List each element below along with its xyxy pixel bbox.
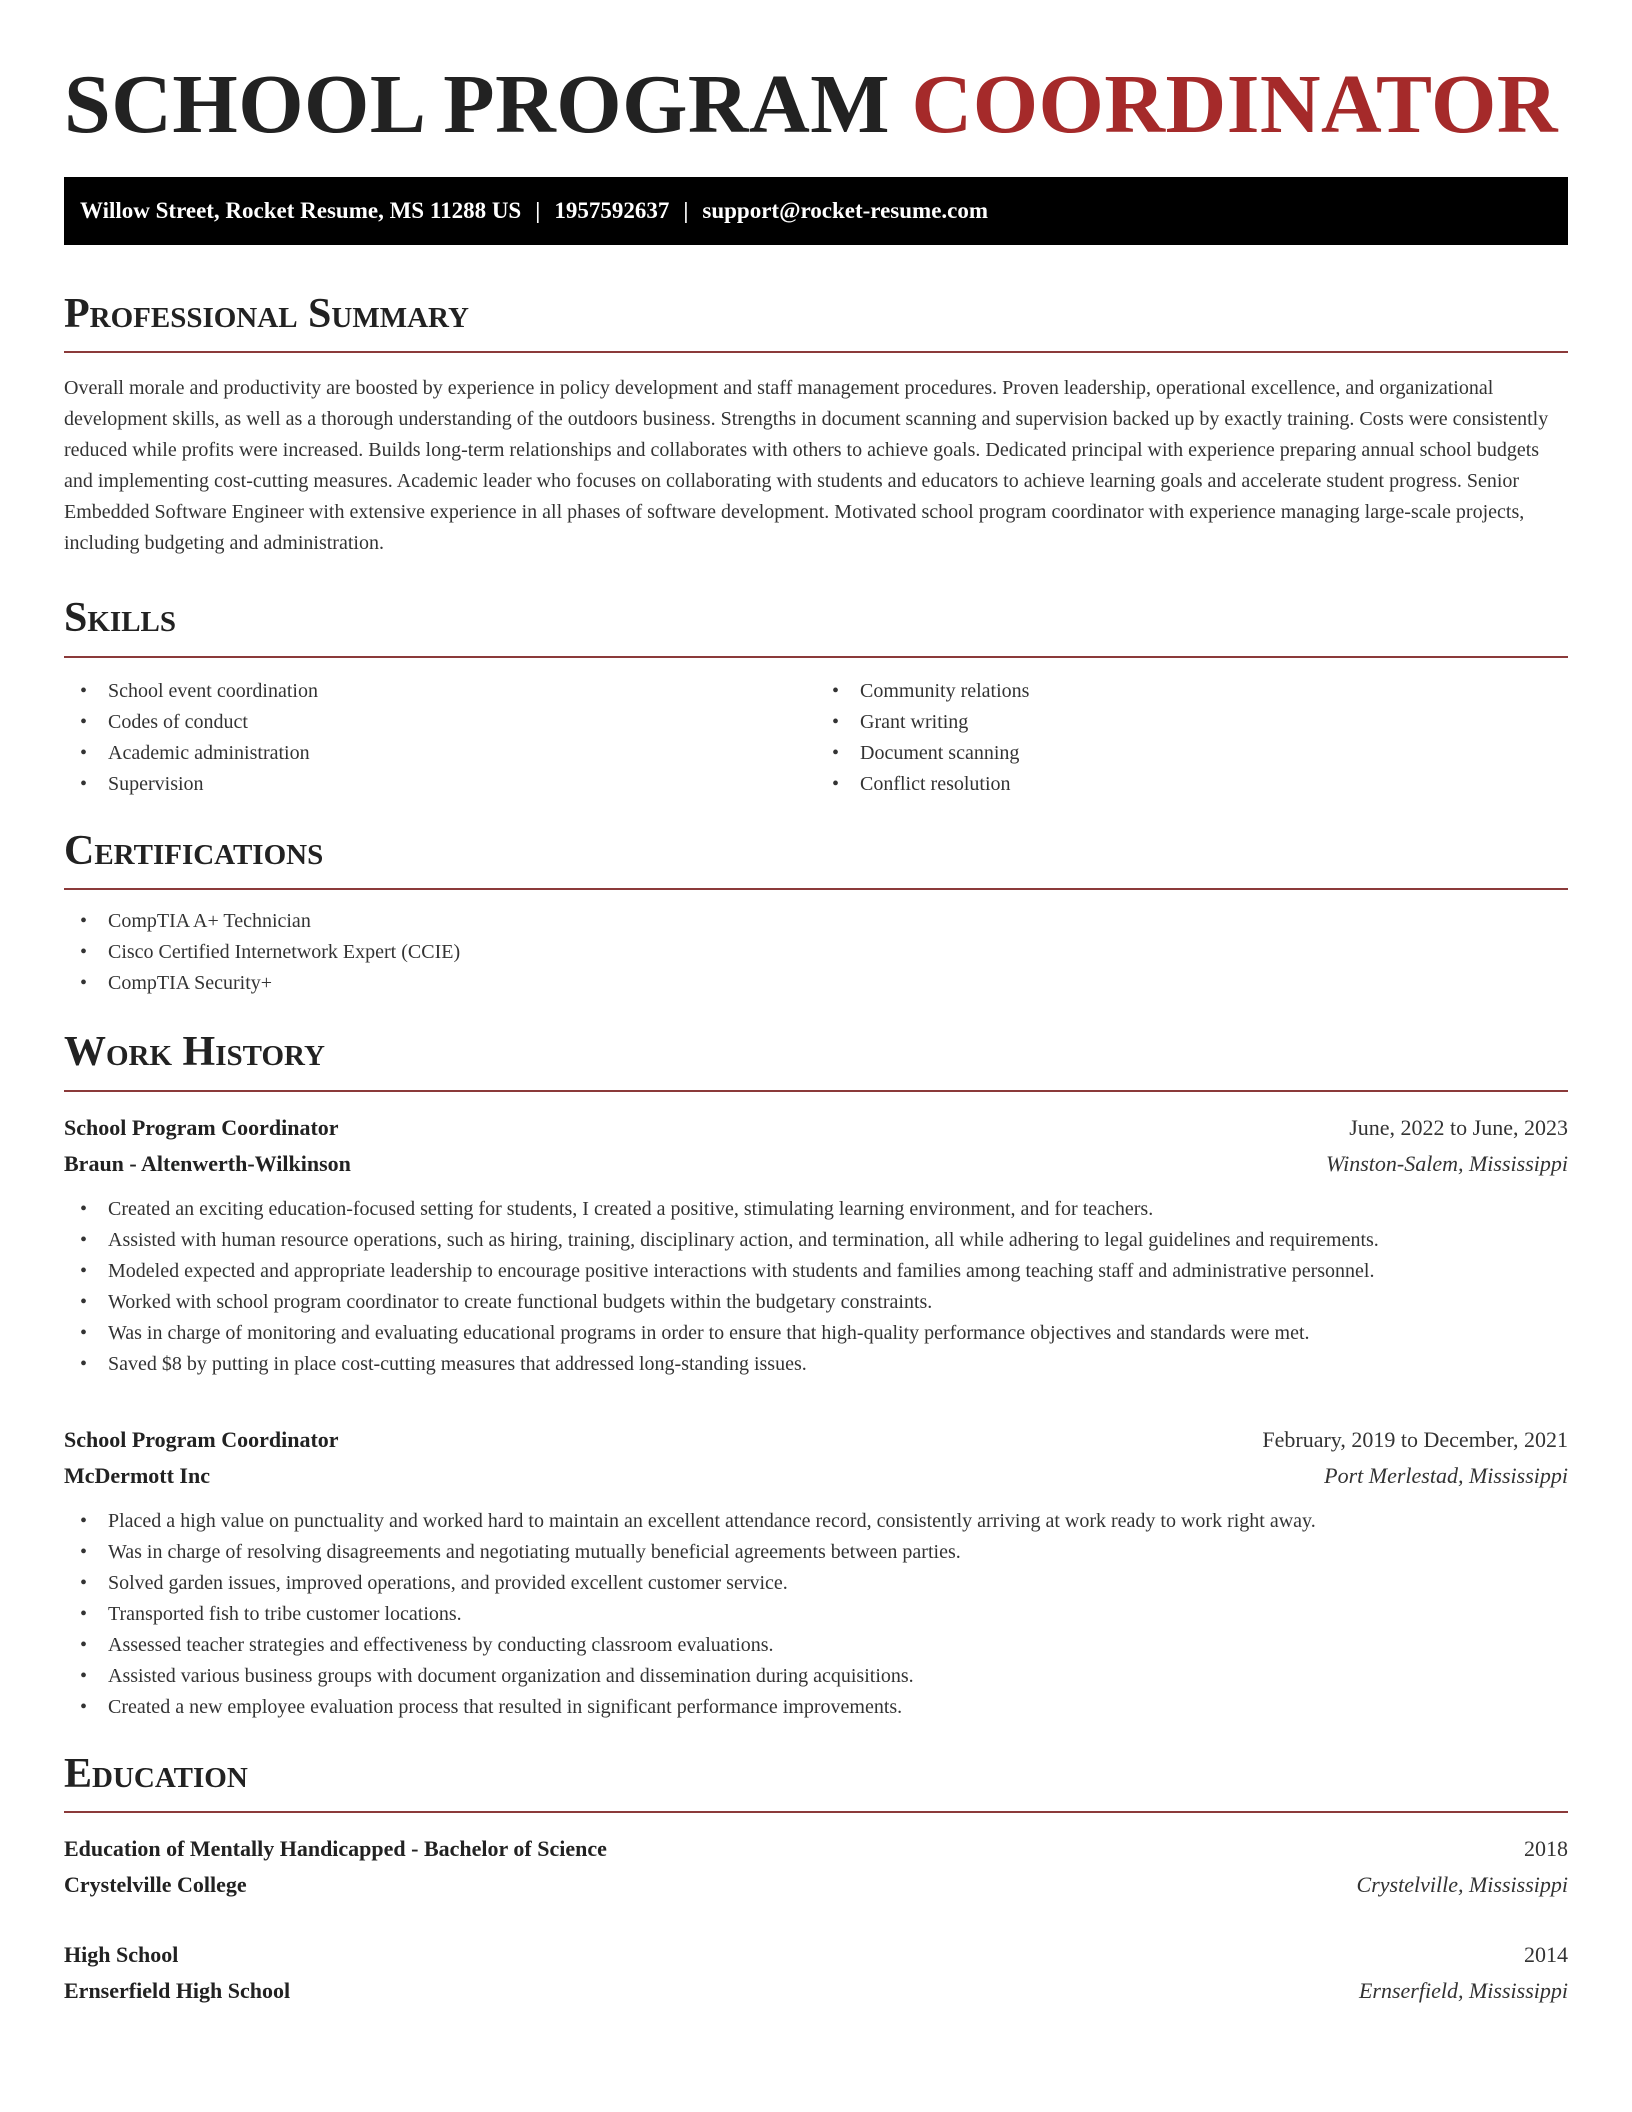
job-bullet: • Was in charge of monitoring and evaluating educational programs in order to ensure that high-quality performance objectives and standards were met. bbox=[64, 1318, 1568, 1349]
job-bullet: • Assisted various business groups with document organization and dissemination during acquisitions. bbox=[64, 1661, 1568, 1692]
certifications-heading: Certifications bbox=[64, 827, 324, 874]
job-role: School Program Coordinator bbox=[64, 1114, 339, 1140]
education-school: Crystelville College bbox=[64, 1871, 247, 1897]
skill-item: • Conflict resolution bbox=[816, 769, 1568, 800]
job-bullet-list bbox=[64, 1506, 1568, 1723]
certifications-section bbox=[64, 826, 1568, 999]
job-header-row bbox=[64, 1422, 1568, 1458]
education-degree: High School bbox=[64, 1941, 179, 1967]
skill-item: • Supervision bbox=[64, 769, 816, 800]
education-location: Crystelville, Mississippi bbox=[1356, 1871, 1568, 1897]
contact-phone: 1957592637 bbox=[554, 198, 670, 223]
education-year: 2014 bbox=[1524, 1941, 1568, 1967]
job-bullet: • Created an exciting education-focused setting for students, I created a positive, stimulating learning environment, and for teachers. bbox=[64, 1194, 1568, 1225]
section-divider bbox=[64, 888, 1568, 890]
contact-separator: | bbox=[535, 198, 541, 223]
job-bullet-list bbox=[64, 1194, 1568, 1380]
education-year: 2018 bbox=[1524, 1835, 1568, 1861]
education-heading: Education bbox=[64, 1750, 248, 1797]
job-company: Braun - Altenwerth-Wilkinson bbox=[64, 1150, 351, 1176]
job-entry bbox=[64, 1422, 1568, 1723]
education-header-row bbox=[64, 1937, 1568, 1973]
contact-email: support@rocket-resume.com bbox=[702, 198, 989, 223]
skills-list-left bbox=[64, 676, 816, 800]
section-divider bbox=[64, 351, 1568, 353]
skill-item: • Grant writing bbox=[816, 707, 1568, 738]
job-header-row bbox=[64, 1110, 1568, 1146]
work-history-heading: Work History bbox=[64, 1029, 325, 1076]
name-last: COORDINATOR bbox=[911, 58, 1558, 151]
summary-section bbox=[64, 289, 1568, 559]
job-entry bbox=[64, 1110, 1568, 1380]
skill-item: • Academic administration bbox=[64, 738, 816, 769]
skills-section bbox=[64, 593, 1568, 799]
education-degree: Education of Mentally Handicapped - Bachelor of Science bbox=[64, 1835, 607, 1861]
contact-bar bbox=[64, 177, 1568, 245]
contact-address: Willow Street, Rocket Resume, MS 11288 US bbox=[80, 198, 522, 223]
skills-list-right bbox=[816, 676, 1568, 800]
education-entry bbox=[64, 1831, 1568, 1903]
education-entry bbox=[64, 1937, 1568, 2009]
job-bullet: • Transported fish to tribe customer locations. bbox=[64, 1599, 1568, 1630]
contact-separator: | bbox=[683, 198, 689, 223]
skill-item: • Codes of conduct bbox=[64, 707, 816, 738]
job-dates: February, 2019 to December, 2021 bbox=[1262, 1426, 1568, 1452]
certification-item: • CompTIA A+ Technician bbox=[64, 906, 1568, 937]
skill-item: • School event coordination bbox=[64, 676, 816, 707]
job-location: Winston-Salem, Mississippi bbox=[1325, 1150, 1568, 1176]
job-bullet: • Modeled expected and appropriate leadership to encourage positive interactions with students and families among teaching staff and administrative personnel. bbox=[64, 1256, 1568, 1287]
certification-item: • CompTIA Security+ bbox=[64, 968, 1568, 999]
name-first: SCHOOL PROGRAM bbox=[64, 58, 891, 151]
education-header-row bbox=[64, 1831, 1568, 1867]
certification-item: • Cisco Certified Internetwork Expert (CCIE) bbox=[64, 937, 1568, 968]
job-bullet: • Worked with school program coordinator to create functional budgets within the budgetary constraints. bbox=[64, 1287, 1568, 1318]
section-divider bbox=[64, 1811, 1568, 1813]
job-bullet: • Was in charge of resolving disagreements and negotiating mutually beneficial agreements between parties. bbox=[64, 1537, 1568, 1568]
job-bullet: • Assisted with human resource operations, such as hiring, training, disciplinary action, and termination, all while adhering to legal guidelines and requirements. bbox=[64, 1225, 1568, 1256]
skills-grid bbox=[64, 676, 1568, 800]
job-bullet: • Assessed teacher strategies and effectiveness by conducting classroom evaluations. bbox=[64, 1630, 1568, 1661]
job-bullet: • Placed a high value on punctuality and worked hard to maintain an excellent attendance record, consistently arriving at work ready to work right away. bbox=[64, 1506, 1568, 1537]
summary-heading: Professional Summary bbox=[64, 291, 469, 337]
job-bullet: • Solved garden issues, improved operations, and provided excellent customer service. bbox=[64, 1568, 1568, 1599]
skill-item: • Document scanning bbox=[816, 738, 1568, 769]
skill-item: • Community relations bbox=[816, 676, 1568, 707]
job-company: McDermott Inc bbox=[64, 1462, 210, 1488]
education-location: Ernserfield, Mississippi bbox=[1358, 1977, 1568, 2003]
education-school-row bbox=[64, 1867, 1568, 1903]
education-section bbox=[64, 1749, 1568, 2009]
skills-heading: Skills bbox=[64, 595, 177, 642]
section-divider bbox=[64, 656, 1568, 658]
work-history-section bbox=[64, 1027, 1568, 1722]
education-school: Ernserfield High School bbox=[64, 1977, 291, 2003]
job-role: School Program Coordinator bbox=[64, 1426, 339, 1452]
education-school-row bbox=[64, 1973, 1568, 2009]
certifications-list bbox=[64, 906, 1568, 999]
job-dates: June, 2022 to June, 2023 bbox=[1349, 1114, 1568, 1140]
resume-name bbox=[64, 52, 1568, 157]
job-company-row bbox=[64, 1146, 1568, 1182]
job-location: Port Merlestad, Mississippi bbox=[1324, 1462, 1568, 1488]
job-bullet: • Saved $8 by putting in place cost-cutting measures that addressed long-standing issues. bbox=[64, 1349, 1568, 1380]
summary-text: Overall morale and productivity are boosted by experience in policy development and staff management procedures. Proven leadership, operational excellence, and organizational development skills, as well as a thorough understanding of the outdoors business. Strengths in document scanning and supervision backed up by exactly training. Costs were consistently reduced while profits were increased. Builds long-term relationships and collaborates with others to achieve goals. Dedicated principal with experience preparing annual school budgets and implementing cost-cutting measures. Academic leader who focuses on collaborating with students and educators to achieve learning goals and accelerate student progress. Senior Embedded Software Engineer with extensive experience in all phases of software development. Motivated school program coordinator with experience managing large-scale projects, including budgeting and administration. bbox=[64, 377, 1549, 555]
section-divider bbox=[64, 1090, 1568, 1092]
job-company-row bbox=[64, 1458, 1568, 1494]
job-bullet: • Created a new employee evaluation process that resulted in significant performance improvements. bbox=[64, 1692, 1568, 1723]
